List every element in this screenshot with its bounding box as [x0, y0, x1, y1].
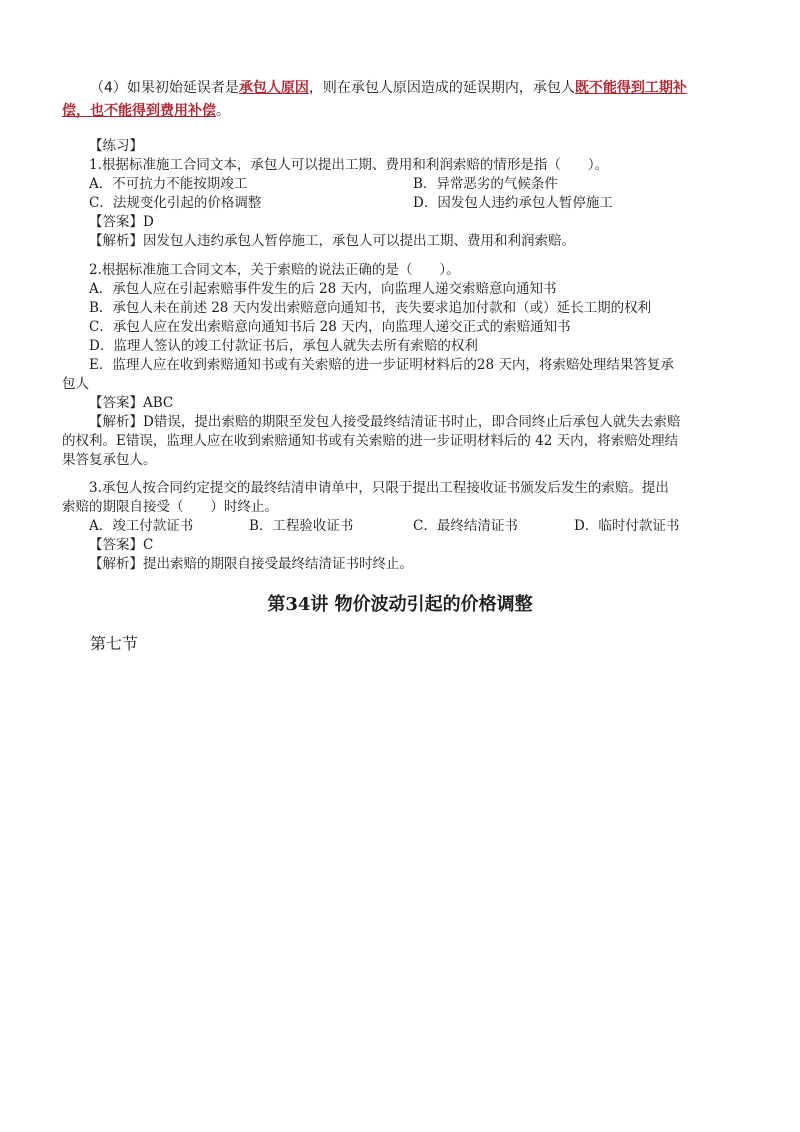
q1-option-d: D．因发包人违约承包人暂停施工 — [413, 195, 613, 211]
q2-analysis-line-2: 的权利。E错误，监理人应在收到索赔通知书或有关索赔的进一步证明材料后的 42 天内，将索赔处理结 — [62, 433, 679, 449]
q1-stem: 1.根据标准施工合同文本，承包人可以提出工期、费用和利润索赔的情形是指（ ）。 — [89, 157, 609, 173]
q2-option-d: D．监理人签认的竣工付款证书后，承包人就失去所有索赔的权利 — [89, 338, 478, 354]
section-title: 第七节 — [90, 634, 139, 653]
q3-stem-line-1: 3.承包人按合同约定提交的最终结清申请单中，只限于提出工程接收证书颁发后发生的索赔。提出 — [89, 480, 669, 496]
intro-prefix: （4）如果初始延误者是 — [90, 80, 239, 96]
lecture-title: 第34讲 物价波动引起的价格调整 — [267, 594, 533, 615]
q2-option-e-line-2: 包人 — [62, 376, 89, 392]
intro-end: 。 — [216, 103, 230, 119]
intro-line-1 — [90, 77, 687, 99]
intro-line-2 — [62, 100, 230, 122]
q2-analysis-line-3: 果答复承包人。 — [62, 452, 157, 468]
practice-label: 【练习】 — [89, 138, 143, 154]
q3-analysis: 【解析】提出索赔的期限自接受最终结清证书时终止。 — [89, 556, 413, 572]
q1-option-b: B．异常恶劣的气候条件 — [413, 176, 558, 192]
q3-option-d: D．临时付款证书 — [574, 518, 680, 534]
q2-option-e-line-1: E．监理人应在收到索赔通知书或有关索赔的进一步证明材料后的28 天内，将索赔处理结果答复承 — [89, 357, 674, 373]
q1-option-a: A．不可抗力不能按期竣工 — [89, 176, 248, 192]
q2-option-c: C．承包人应在发出索赔意向通知书后 28 天内，向监理人递交正式的索赔通知书 — [89, 319, 571, 335]
q2-analysis-line-1: 【解析】D错误，提出索赔的期限至发包人接受最终结清证书时止，即合同终止后承包人就失去索赔 — [89, 414, 681, 430]
q3-answer: 【答案】C — [89, 537, 154, 553]
q2-stem: 2.根据标准施工合同文本，关于索赔的说法正确的是（ ）。 — [89, 262, 460, 278]
q3-stem-line-2: 索赔的期限自接受（ ）时终止。 — [62, 499, 278, 515]
q2-answer: 【答案】ABC — [89, 395, 174, 411]
q2-option-a: A．承包人应在引起索赔事件发生的后 28 天内，向监理人递交索赔意向通知书 — [89, 281, 557, 297]
intro-highlight-no-compensation-a: 既不能得到工期补 — [574, 80, 687, 96]
q3-option-b: B．工程验收证书 — [249, 518, 354, 534]
q1-analysis: 【解析】因发包人违约承包人暂停施工，承包人可以提出工期、费用和利润索赔。 — [89, 233, 575, 249]
q1-option-c: C．法规变化引起的价格调整 — [89, 195, 262, 211]
q3-option-c: C．最终结清证书 — [413, 518, 518, 534]
q2-option-b: B．承包人未在前述 28 天内发出索赔意向通知书，丧失要求追加付款和（或）延长工期的权利 — [89, 300, 652, 316]
intro-highlight-contractor-cause: 承包人原因 — [238, 80, 309, 96]
q3-option-a: A．竣工付款证书 — [89, 518, 194, 534]
intro-highlight-no-compensation-b: 偿，也不能得到费用补偿 — [62, 103, 216, 119]
q1-answer: 【答案】D — [89, 214, 154, 230]
intro-mid: ，则在承包人原因造成的延误期内，承包人 — [308, 80, 575, 96]
